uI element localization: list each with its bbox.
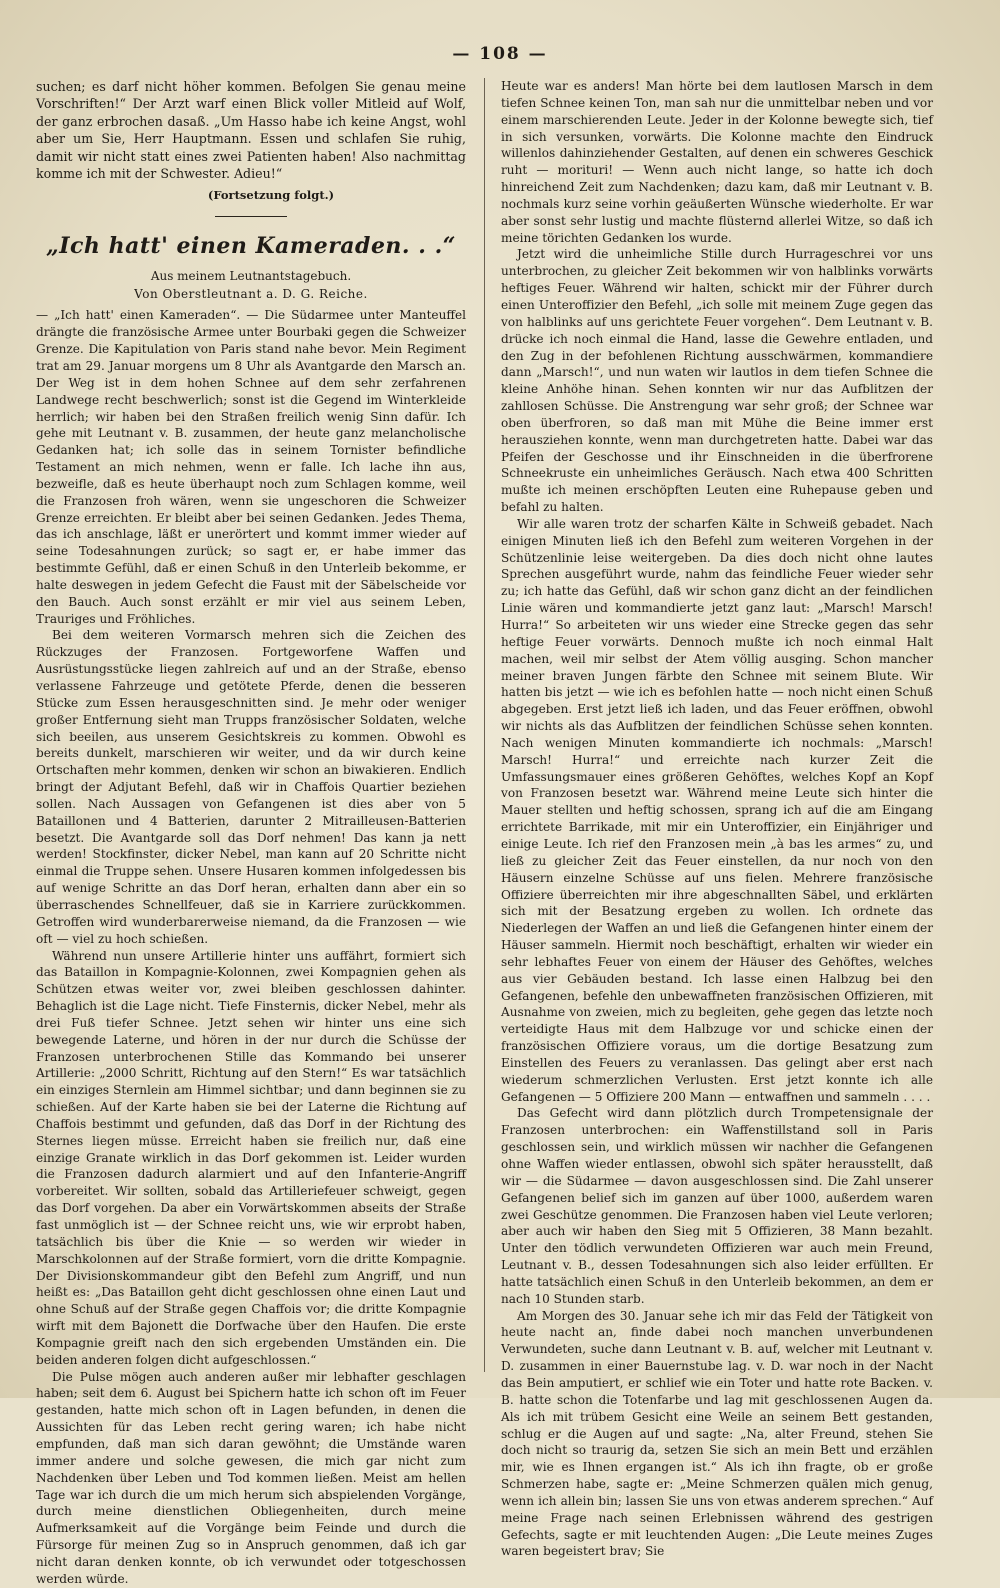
article-paragraph: Jetzt wird die unheimliche Stille durch Hurrageschrei vor uns unterbrochen, zu gleicher Zeit bekommen wir von halblinks vorwärts heftiges Feuer. Während wir halten, schickt mir der Führer durch einen Unteroffizier den Befehl, „ich solle mit meinem Zuge gegen das von halblinks auf uns gerichtete Feuer vorgehen“. Dem Leutnant v. B. drücke ich noch einmal die Hand, lasse die Gewehre entladen, und den Zug in der befohlenen Richtung ausschwärmen, kommandiere dann „Marsch!“, und nun waten wir lautlos in dem tiefen Schnee die kleine Anhöhe hinan. Sehen konnten wir nur das Aufblitzen der zahllosen Schüsse. Die Anstrengung war sehr groß; der Schnee war oben überfroren, so daß man mit Mühe die Beine immer erst herausziehen konnte, wenn man durchgetreten hatte. Dabei war das Pfeifen der Geschosse und ihr Einschneiden in die überfrorene Schneekruste ein unheimliches Geräusch. Nach etwa 400 Schritten mußte ich meinen erschöpften Leuten eine Ruhepause geben und befahl zu halten.: [501, 247, 933, 515]
article-paragraph: Bei dem weiteren Vormarsch mehren sich die Zeichen des Rückzuges der Franzosen. Fortgeworfene Waffen und Ausrüstungsstücke liegen zahlreich auf und an der Straße, ebenso verlassene Fahrzeuge und getötete Pferde, denen die besseren Stücke zum Essen herausgeschnitten sind. Je mehr oder weniger großer Entfernung sieht man Trupps französischer Soldaten, welche sich beeilen, aus unserem Gesichtskreis zu kommen. Obwohl es bereits dunkelt, marschieren wir weiter, und da wir durch keine Ortschaften mehr kommen, denken wir schon an biwakieren. Endlich bringt der Adjutant Befehl, daß wir in Chaffois Quartier beziehen sollen. Nach Aussagen von Gefangenen ist dies aber von 5 Bataillonen und 4 Batterien, darunter 2 Mitrailleusen-Batterien besetzt. Die Avantgarde soll das Dorf nehmen! Das kann ja nett werden! Stockfinster, dicker Nebel, man kann auf 20 Schritte nicht einmal die Truppe sehen. Unsere Husaren kommen infolgedessen bis auf wenige Schritte an das Dorf heran, erhalten dann aber ein so überraschendes Schnellfeuer, daß sie in Karriere zurückkommen. Getroffen wird wunderbarerweise niemand, da die Franzosen — wie oft — viel zu hoch schießen.: [36, 628, 466, 946]
page-number: — 108 —: [452, 44, 548, 64]
article-title: „Ich hatt' einen Kameraden. . .“: [46, 233, 456, 260]
article-paragraph: — „Ich hatt' einen Kameraden“. — Die Südarmee unter Manteuffel drängte die französische Armee unter Bourbaki gegen die Schweizer Grenze. Die Kapitulation von Paris stand nahe bevor. Mein Regiment trat am 29. Januar morgens um 8 Uhr als Avantgarde den Marsch an. Der Weg ist in dem hohen Schnee auf dem sehr zerfahrenen Landwege recht beschwerlich; sonst ist die Gegend im Winterkleide herrlich; wir haben bei den Straßen freilich wenig Sinn dafür. Ich gehe mit Leutnant v. B. zusammen, der heute ganz melancholische Gedanken hat; ich solle das in seinem Tornister befindliche Testament an mich nehmen, wenn er falle. Ich lache ihn aus, bezweifle, daß es heute überhaupt noch zum Schlagen komme, weil die Franzosen froh wären, wenn sie ungeschoren die Schweizer Grenze erreichten. Er bleibt aber bei seinen Gedanken. Jedes Thema, das ich anschlage, läßt er unerörtert und kommt immer wieder auf seine Todesahnungen zurück; so sagt er, er habe immer das bestimmte Gefühl, daß er einen Schuß in den Unterleib bekomme, er halte deswegen in jedem Gefecht die Faust mit der Säbelscheide vor den Bauch. Auch sonst erzählt er mir viel aus seinem Leben, Trauriges und Fröhliches.: [36, 308, 466, 626]
article-paragraph: Die Pulse mögen auch anderen außer mir lebhafter geschlagen haben; seit dem 6. August bei Spichern hatte ich schon oft im Feuer gestanden, hatte mich schon oft in Lagen befunden, in denen die Aussichten für das Leben recht gering waren; ich habe nicht empfunden, daß man sich daran gewöhnt; die Umstände waren immer andere und solche gewesen, die mich gar nicht zum Nachdenken über Leben und Tod kommen ließen. Meist am hellen Tage war ich durch die um mich herum sich abspielenden Vorgänge, durch meine dienstlichen Obliegenheiten, durch meine Aufmerksamkeit auf die Vorgänge beim Feinde und durch die Fürsorge für meinen Zug so in Anspruch genommen, daß ich gar nicht daran denken konnte, ob ich verwundet oder totgeschossen werden würde.: [36, 1369, 466, 1586]
article-subtitle: Aus meinem Leutnantstagebuch.: [150, 269, 352, 284]
serial-continuation-text: suchen; es darf nicht höher kommen. Befolgen Sie genau meine Vorschriften!“ Der Arzt warf einen Blick voller Mitleid auf Wolf, der ganz erbrochen dasaß. „Um Hasso habe ich keine Angst, wohl aber um Sie, Herr Hauptmann. Essen und schlafen Sie ruhig, damit wir nicht statt eines zwei Patienten haben! Also nachmittag komme ich mit der Schwester. Adieu!“: [36, 79, 466, 182]
left-column: [36, 78, 466, 1586]
divider-rule: [215, 216, 287, 217]
right-column: [501, 78, 933, 1559]
column-divider: [484, 78, 485, 1372]
article-paragraph: Das Gefecht wird dann plötzlich durch Trompetensignale der Franzosen unterbrochen: ein Waffenstillstand soll in Paris geschlossen sein, und wirklich müssen wir nachher die Gefangenen ohne Waffen wieder entlassen, obwohl sich später herausstellt, daß wir — die Südarmee — davon ausgeschlossen sind. Die Zahl unserer Gefangenen belief sich im ganzen auf über 1000, außerdem waren zwei Geschütze genommen. Die Franzosen haben viel Leute verloren; aber auch wir haben den Sieg mit 5 Offizieren, 38 Mann bezahlt. Unter den tödlich verwundeten Offizieren war auch mein Freund, Leutnant v. B., dessen Todesahnungen sich also leider erfüllten. Er hatte tatsächlich einen Schuß in den Unterleib bekommen, an dem er nach 10 Stunden starb.: [501, 1106, 933, 1306]
article-byline: Von Oberstleutnant a. D. G. Reiche.: [134, 287, 368, 302]
article-paragraph: Heute war es anders! Man hörte bei dem lautlosen Marsch in dem tiefen Schnee keinen Ton, man sah nur die unmittelbar neben und vor einem marschierenden Leute. Jeder in der Kolonne bewegte sich, tief in sich versunken, vorwärts. Die Kolonne machte den Eindruck willenlos dahinziehender Gestalten, auf denen ein schweres Geschick ruht — morituri! — Wenn auch nicht lange, so hatte ich doch hinreichend Zeit zum Nachdenken; dazu kam, daß mir Leutnant v. B. nochmals kurz seine vorhin geäußerten Wünsche wiederholte. Er war aber sonst sehr lustig und machte flüsternd allerlei Witze, so daß ich meine törichten Gedanken los wurde.: [501, 79, 933, 245]
article-paragraph: Während nun unsere Artillerie hinter uns auffährt, formiert sich das Bataillon in Kompagnie-Kolonnen, zwei Kompagnien gehen als Schützen etwas weiter vor, zwei bleiben geschlossen dahinter. Behaglich ist die Lage nicht. Tiefe Finsternis, dicker Nebel, mehr als drei Fuß tiefer Schnee. Jetzt sehen wir hinter uns eine sich bewegende Laterne, und hören in der nur durch die Schüsse der Franzosen unterbrochenen Stille das Kommando bei unserer Artillerie: „2000 Schritt, Richtung auf den Stern!“ Es war tatsächlich ein einziges Sternlein am Himmel sichtbar; und dann beginnen sie zu schießen. Auf der Karte haben sie bei der Laterne die Richtung auf Chaffois bestimmt und gefunden, daß das Dorf in der Richtung des Sternes liegen müsse. Erreicht haben sie freilich nur, daß eine einzige Granate wirklich in das Dorf gekommen ist. Leider wurden die Franzosen dadurch alarmiert und auf den Infanterie-Angriff vorbereitet. Wir sollten, sobald das Artilleriefeuer schweigt, gegen das Dorf vorgehen. Da aber ein Vorwärtskommen abseits der Straße fast unmöglich ist — der Schnee reicht uns, wie wir erprobt haben, tatsächlich bis über die Knie — so werden wir wieder in Marschkolonnen auf der Straße formiert, vorn die dritte Kompagnie. Der Divisionskommandeur gibt den Befehl zum Angriff, und nun heißt es: „Das Bataillon geht dicht geschlossen ohne einen Laut und ohne Schuß auf der Straße gegen Chaffois vor; die dritte Kompagnie wirft mit dem Bajonett die Dorfwache über den Haufen. Die erste Kompagnie greift nach den sich ergebenden Umständen ein. Die beiden anderen folgen dicht aufgeschlossen.“: [36, 948, 466, 1367]
article-paragraph: Am Morgen des 30. Januar sehe ich mir das Feld der Tätigkeit von heute nacht an, finde dabei noch manchen unverbundenen Verwundeten, suche dann Leutnant v. B. auf, welcher mit Leutnant v. D. zusammen in einer Bauernstube lag. v. D. war noch in der Nacht das Bein amputiert, er schlief wie ein Toter und hatte rote Backen. v. B. hatte schon die Totenfarbe und lag mit geschlossenen Augen da. Als ich mit trübem Gesicht eine Weile an seinem Bett gestanden, schlug er die Augen auf und sagte: „Na, alter Freund, stehen Sie doch nicht so traurig da, setzen Sie sich an mein Bett und erzählen mir, wie es Ihnen ergangen ist.“ Als ich ihn fragte, ob er große Schmerzen habe, sagte er: „Meine Schmerzen quälen mich genug, wenn ich allein bin; lassen Sie uns von etwas anderem sprechen.“ Auf meine Frage nach seinen Erlebnissen während des gestrigen Gefechts, sagte er mit leuchtenden Augen: „Die Leute meines Zuges waren begeistert brav; Sie: [501, 1308, 933, 1559]
fortsetzung-note: (Fortsetzung folgt.): [207, 188, 335, 203]
article-paragraph: Wir alle waren trotz der scharfen Kälte in Schweiß gebadet. Nach einigen Minuten ließ ich den Befehl zum weiteren Vorgehen in der Schützenlinie leise weitergeben. Da dies doch nicht ohne lautes Sprechen ausgeführt wurde, nahm das feindliche Feuer wieder sehr zu; ich hatte das Gefühl, daß wir schon ganz dicht an der feindlichen Linie wären und kommandierte jetzt ganz laut: „Marsch! Marsch! Hurra!“ So arbeiteten wir uns wieder eine Strecke gegen das sehr heftige Feuer vorwärts. Dennoch mußte ich noch einmal Halt machen, weil mir selbst der Atem völlig ausging. Schon mancher meiner braven Jungen färbte den Schnee mit seinem Blute. Wir hatten bis jetzt — wie ich es befohlen hatte — noch nicht einen Schuß abgegeben. Erst jetzt ließ ich laden, und das Feuer eröffnen, obwohl wir nichts als das Aufblitzen der feindlichen Schüsse sehen konnten. Nach wenigen Minuten kommandierte ich nochmals: „Marsch! Marsch! Hurra!“ und erreichte nach kurzer Zeit die Umfassungsmauer eines größeren Gehöftes, welches Kopf an Kopf von Franzosen besetzt war. Während meine Leute sich hinter die Mauer stellten und heftig schossen, sprang ich auf die am Eingang errichtete Barrikade, mit mir ein Unteroffizier, ein Einjähriger und einige Leute. Ich rief den Franzosen mein „à bas les armes“ zu, und ließ zu gleicher Zeit das Feuer einstellen, da nur noch von den Häusern einzelne Schüsse auf uns fielen. Mehrere französische Offiziere überreichten mir ihre abgeschnallten Säbel, und erklärten sich mit der Besatzung ergeben zu wollen. Ich ordnete das Niederlegen der Waffen an und ließ die Gefangenen hinter einem der Häuser sammeln. Hiermit noch beschäftigt, erhalten wir wieder ein sehr lebhaftes Feuer von einem der Häuser des Gehöftes, welches aus vier Gebäuden bestand. Ich lasse einen Halbzug bei den Gefangenen, befehle den unbewaffneten französischen Offizieren, mit Ausnahme von zweien, mich zu begleiten, gehe gegen das letzte noch verteidigte Haus mit dem Halbzuge vor und schicke einen der französischen Offiziere voraus, um die dortige Besatzung zum Einstellen des Feuers zu veranlassen. Das gelingt aber erst nach wiederum schmerzlichen Verlusten. Erst jetzt konnte ich alle Gefangenen — 5 Offiziere 200 Mann — entwaffnen und sammeln . . . .: [501, 516, 933, 1104]
columns: [36, 78, 976, 1586]
